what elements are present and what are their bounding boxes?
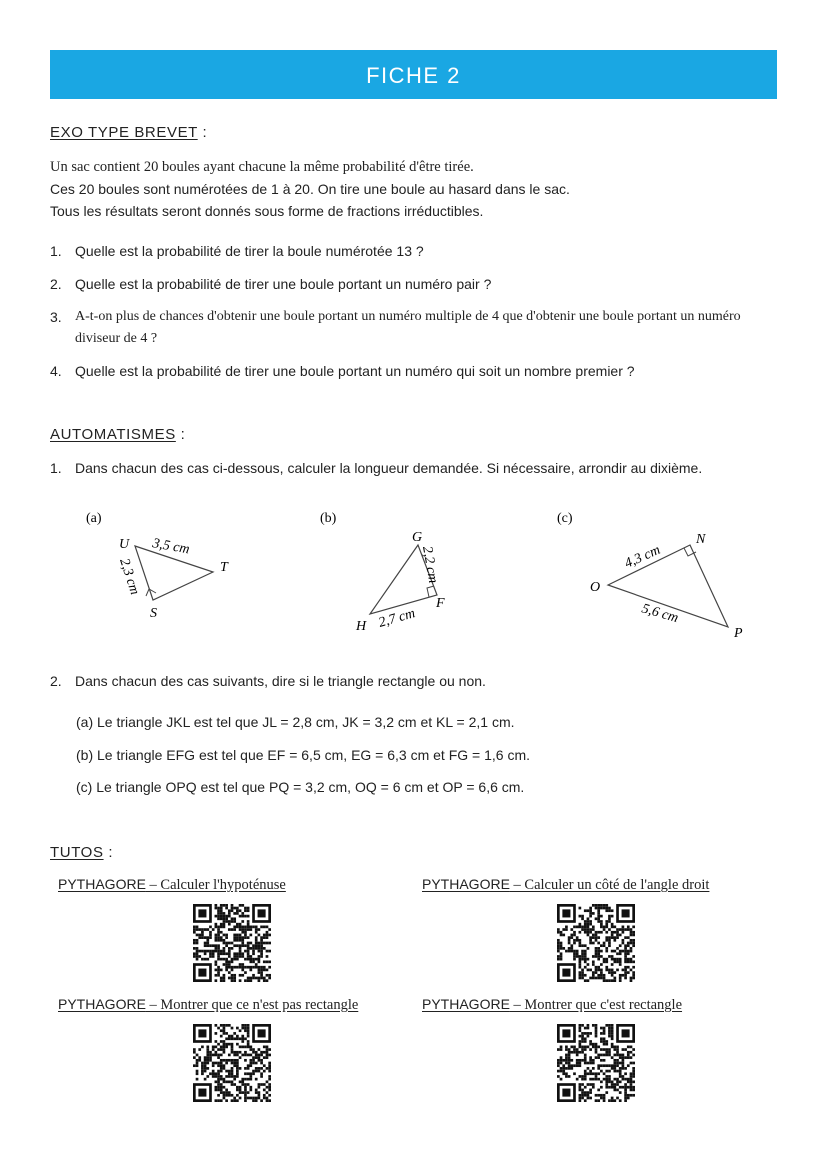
auto-question-1: 1. Dans chacun des cas ci-dessous, calculer la longueur demandée. Si nécessaire, arrondir au dixième.	[50, 460, 703, 476]
exo-intro	[50, 156, 570, 222]
section-heading-automatismes: AUTOMATISMES :	[50, 426, 186, 443]
auto-question-2: 2. Dans chacun des cas suivants, dire si le triangle rectangle ou non.	[50, 673, 486, 689]
side-length-label: 5,6 cm	[639, 601, 680, 627]
right-angle-mark	[427, 586, 434, 597]
side-length-label: 4,3 cm	[622, 542, 663, 572]
auto-q2-item-a: (a) Le triangle JKL est tel que JL = 2,8 cm, JK = 3,2 cm et KL = 2,1 cm.	[76, 714, 515, 730]
intro-line: Un sac contient 20 boules ayant chacune la même probabilité d'être tirée.	[50, 159, 474, 175]
tuto-link-rectangle[interactable]: PYTHAGORE – Montrer que c'est rectangle	[422, 996, 683, 1013]
vertex-label: T	[220, 560, 228, 575]
triangle-figure-c	[553, 505, 763, 645]
vertex-label: P	[734, 626, 743, 641]
qr-code-icon[interactable]	[193, 904, 271, 982]
qr-code-icon[interactable]	[557, 1024, 635, 1102]
vertex-label: N	[696, 532, 706, 547]
qr-code-icon[interactable]	[557, 904, 635, 982]
section-heading-exo: EXO TYPE BREVET :	[50, 124, 208, 141]
figure-label: (b)	[320, 511, 337, 526]
side-length-label: 2,3 cm	[116, 556, 142, 597]
auto-q2-item-b: (b) Le triangle EFG est tel que EF = 6,5 cm, EG = 6,3 cm et FG = 1,6 cm.	[76, 747, 531, 763]
tuto-link-cote-angle-droit[interactable]: PYTHAGORE – Calculer un côté de l'angle droit	[422, 876, 710, 893]
tuto-link-pas-rectangle[interactable]: PYTHAGORE – Montrer que ce n'est pas rectangle	[58, 996, 359, 1013]
exo-question-1: 1. Quelle est la probabilité de tirer la boule numérotée 13 ?	[50, 243, 424, 259]
figure-label: (c)	[557, 511, 573, 526]
side-length-label: 2,7 cm	[376, 606, 417, 631]
page-title: FICHE 2	[50, 50, 777, 99]
exo-question-3: 3. A-t-on plus de chances d'obtenir une boule portant un numéro multiple de 4 que d'obtenir une boule portant un numéro diviseur de 4 ?	[50, 309, 741, 346]
vertex-label: H	[356, 619, 367, 634]
side-length-label: 2,2 cm	[419, 545, 441, 585]
auto-q2-item-c: (c) Le triangle OPQ est tel que PQ = 3,2 cm, OQ = 6 cm et OP = 6,6 cm.	[76, 779, 525, 795]
qr-code-icon[interactable]	[193, 1024, 271, 1102]
figure-label: (a)	[86, 511, 102, 526]
exo-question-2: 2. Quelle est la probabilité de tirer une boule portant un numéro pair ?	[50, 276, 492, 292]
triangle-figure-b	[316, 505, 476, 640]
intro-line: Tous les résultats seront donnés sous forme de fractions irréductibles.	[50, 203, 484, 219]
tuto-link-hypotenuse[interactable]: PYTHAGORE – Calculer l'hypoténuse	[58, 876, 286, 893]
vertex-label: S	[150, 606, 157, 621]
vertex-label: O	[590, 580, 601, 595]
side-length-label: 3,5 cm	[151, 536, 191, 558]
intro-line: Ces 20 boules sont numérotées de 1 à 20. On tire une boule au hasard dans le sac.	[50, 181, 570, 197]
vertex-label: G	[412, 530, 423, 545]
triangle-figure-a	[80, 505, 260, 630]
vertex-label: F	[436, 596, 445, 611]
exo-question-4: 4. Quelle est la probabilité de tirer une boule portant un numéro qui soit un nombre premier ?	[50, 363, 635, 379]
section-heading-tutos: TUTOS :	[50, 844, 114, 861]
vertex-label: U	[119, 537, 130, 552]
